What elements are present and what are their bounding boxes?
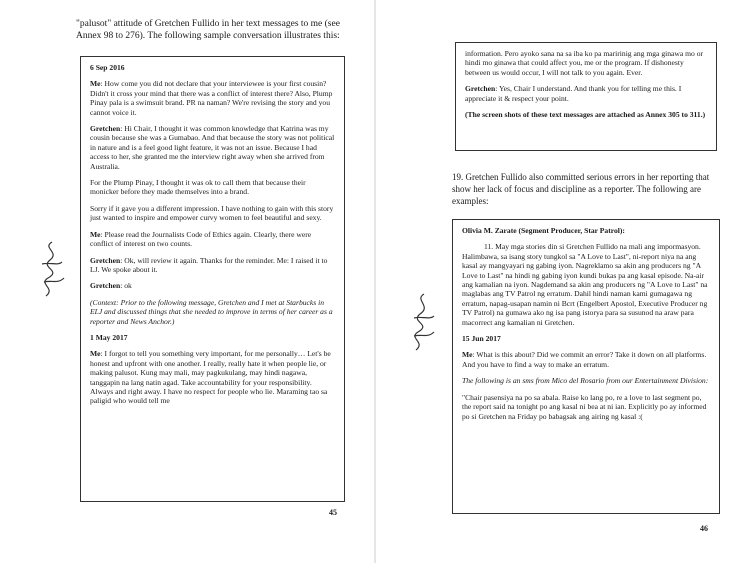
sms-quote: "Chair pasensiya na po sa abala. Raise ko lang po, re a love to last segment po, the report said na tonight po ang kasal ni bea at ni ian. Explicitly po ay informed po si Gretchen na Friday po babagsak ang airing ng kasal :( [462,392,707,421]
message-paragraph: For the Plump Pinay, I thought it was ok to call them that because their monicker before they made themselves into a brand. [90,178,306,197]
paragraph-19: 19. Gretchen Fullido also committed serious errors in her reporting that show her lack of focus and discipline as a reporter. The following are examples: [452,172,710,206]
message-paragraph: Me: How come you did not declare that your interviewee is your first cousin? Didn't it cross your mind that there was a conflict of interest there? Also, Plump Pinay pala is a swimsuit brand. PR na naman? We're revising the story and you cannot voice it. [90,79,333,117]
left-page [0,0,374,563]
intro-paragraph: "palusot" attitude of Gretchen Fullido in her text messages to me (see Annex 98 to 276). The following sample conversation illustrates this: [76,19,340,41]
testimony-heading: Olivia M. Zarate (Segment Producer, Star Patrol): [462,226,625,235]
message-paragraph: Gretchen: Yes, Chair I understand. And thank you for telling me this. I appreciate it & respect your point. [465,84,682,103]
page-number: 45 [329,508,337,517]
page-number: 46 [700,524,708,533]
sms-intro: The following is an sms from Mico del Rosario from our Entertainment Division: [462,376,709,386]
testimony-paragraph: 11. May mga stories din si Gretchen Fullido na mali ang impormasyon. Halimbawa, sa isang story tungkol sa "A Love to Last", ni-report niya na ang kasal ay mangyayari ng gabing iyon. Nagreklamo sa akin ang producers ng "A Love to Last" na hindi ng gabing iyon kundi bukas pa ang kasal episode. Na-air ang kamalian na iyon. Nagdemand sa akin ang producers ng "A Love to Last" na maglabas ang TV Patrol ng erratum. Dahil hindi naman kami gumagawa ng erratum, napag-usapan namin ni Bcrt (Engelbert Apostol, Executive Producer ng TV Patrol) na gumawa ako ng isa pang istorya para sa susunod na araw para macorrect ang kamalian ni Gretchen. [462,242,708,327]
date-heading: 1 May 2017 [90,332,128,342]
message-paragraph: Me: I forgot to tell you something very important, for me personally… Let's be honest and upfront with one another. I really, really hate it when people lie, or making palusot. Kung may mali, may pagkukulang, may hindi nagawa, tanggapin na lang natin agad. Take accountability for your responsibility. Always and right away. I have no respect for people who lie. Maraming tao sa paligid who would tell me [90,349,331,406]
testimony-box [452,219,720,514]
message-paragraph: Me: Please read the Journalists Code of Ethics again. Clearly, there were conflict of interest on two counts. [90,229,312,249]
message-paragraph: Me: What is this about? Did we commit an error? Take it down on all platforms. And you have to find a way to make an erratum. [462,350,707,369]
quoted-conversation-box [80,56,345,502]
message-paragraph: Sorry if it gave you a different impression. I have nothing to gain with this story just wanted to inspire and empower curvy women to feel beautiful and sexy. [90,203,334,223]
date-heading: 6 Sep 2016 [90,63,125,72]
quoted-conversation-box [455,42,717,151]
signature-icon [32,238,72,308]
signature-icon [402,290,442,360]
context-note: (Context: Prior to the following message, Gretchen and I met at Starbucks in ELJ and discussed things that she needed to improve in terms of her career as a reporter and News Anchor.) [90,297,333,326]
message-paragraph: Gretchen: Ok, will review it again. Thanks for the reminder. Me: I raised it to LJ. We spoke about it. [90,255,328,274]
annex-note: (The screen shots of these text messages are attached as Annex 305 to 311.) [465,110,706,120]
message-paragraph: information. Pero ayoko sana na sa iba ko pa maririnig ang mga ginawa mo or hindi mo ginawa that could affect you, me or the program. If dishonesty between us would occur, I will not talk to you again. Ever. [465,49,704,77]
message-paragraph: Gretchen: ok [90,281,132,291]
message-paragraph: Gretchen: Hi Chair, I thought it was common knowledge that Katrina was my cousin because she was a Gumabao. And that because the story was not political in nature and is a feel good light feature, it was not an issue. Because I had access to her, she granted me the interview right away when she arrived from Australia. [90,124,335,171]
date-heading: 15 Jun 2017 [462,334,501,344]
